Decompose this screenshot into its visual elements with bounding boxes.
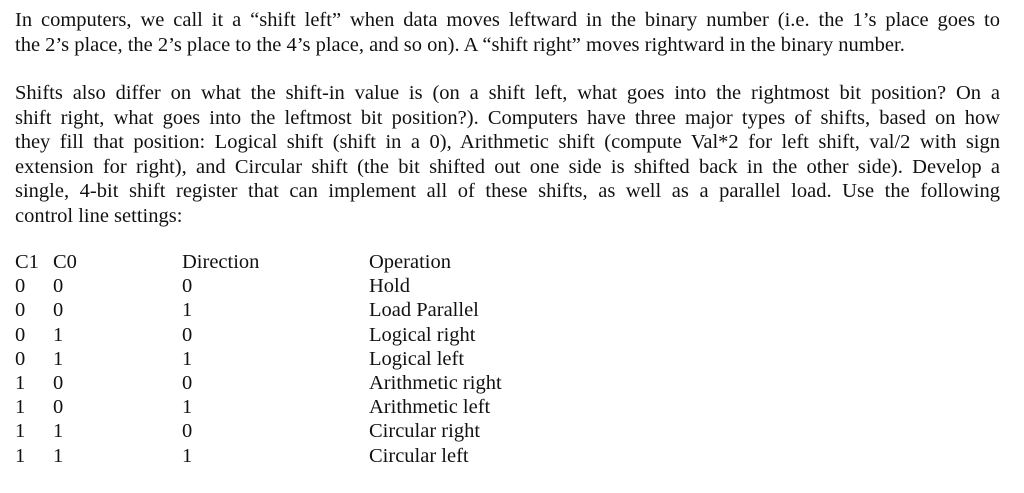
table-header-row [15,250,715,274]
cell-c0: 1 [53,347,64,370]
cell-c1: 1 [15,444,26,467]
cell-c0: 0 [53,396,64,419]
cell-operation: Hold [369,275,410,298]
cell-direction: 1 [182,444,193,467]
table-row [15,274,715,298]
cell-c1: 1 [15,420,26,443]
paragraph-line: In computers, we call it a “shift left” when data moves leftward in the binary number (i.e. the 1’s place goes to [15,9,1000,31]
cell-c1: 0 [15,323,26,346]
cell-c0: 1 [53,444,64,467]
paragraph-line: control line settings: [15,204,183,227]
shift-types-paragraph [15,81,1000,228]
cell-operation: Load Parallel [369,299,479,322]
cell-c0: 1 [53,323,64,346]
cell-c0: 0 [53,299,64,322]
cell-operation: Circular right [369,420,481,443]
paragraph-line: single, 4-bit shift register that can implement all of these shifts, as well as a parallel load. Use the following [15,180,1000,202]
cell-direction: 1 [182,347,193,370]
paragraph-line: they fill that position: Logical shift (shift in a 0), Arithmetic shift (compute Val*2 for left shift, val/2 with sign [15,131,1000,153]
cell-c0: 1 [53,420,64,443]
table-row [15,371,715,395]
cell-direction: 0 [182,371,193,394]
header-direction: Direction [182,251,260,273]
control-line-table [15,250,715,468]
table-row [15,444,715,468]
paragraph-line: shift right, what goes into the leftmost bit position?). Computers have three major types of shifts, based on how [15,106,1000,129]
paragraph-line: Shifts also differ on what the shift-in value is (on a shift left, what goes into the rightmost bit position? On a [15,82,1000,104]
table-row [15,323,715,347]
cell-operation: Logical right [369,323,476,346]
cell-direction: 0 [182,275,193,298]
cell-c1: 1 [15,396,26,419]
cell-direction: 1 [182,299,193,322]
cell-c1: 1 [15,371,26,394]
intro-paragraph [15,8,1000,57]
header-c1: C1 [15,251,39,273]
cell-c1: 0 [15,299,26,322]
cell-operation: Arithmetic right [369,371,502,394]
cell-operation: Logical left [369,347,465,370]
cell-c0: 0 [53,275,64,298]
paragraph-line: the 2’s place, the 2’s place to the 4’s place, and so on). A “shift right” moves rightward in the binary number. [15,33,905,56]
table-row [15,347,715,371]
cell-c0: 0 [53,371,64,394]
cell-operation: Circular left [369,444,469,467]
header-operation: Operation [369,251,451,273]
cell-c1: 0 [15,275,26,298]
cell-direction: 0 [182,323,193,346]
table-row [15,395,715,419]
table-row [15,298,715,322]
header-c0: C0 [53,251,77,273]
cell-operation: Arithmetic left [369,396,491,419]
table-row [15,419,715,443]
cell-direction: 0 [182,420,193,443]
cell-direction: 1 [182,396,193,419]
cell-c1: 0 [15,347,26,370]
paragraph-line: extension for right), and Circular shift (the bit shifted out one side is shifted back in the other side). Develop a [15,155,1000,178]
